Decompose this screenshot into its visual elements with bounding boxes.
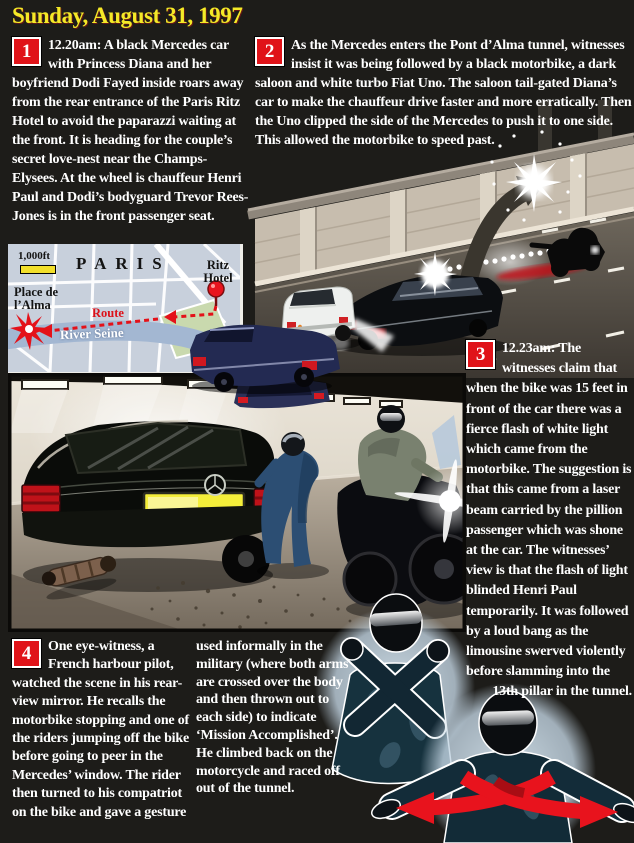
step-3-badge: 3 xyxy=(466,340,495,369)
map-alma-label: Place de l’Alma xyxy=(14,285,59,312)
mercedes-emblem-icon xyxy=(205,475,225,495)
step-2-text: As the Mercedes enters the Pont d’Alma tunnel, witnesses insist it was being followed by a black motorbike, a dark saloon and white turbo Fiat Uno. The saloon tail-gated Diana’s car to make the chauffeur drive faster and more erratically. Then the Uno clipped the side of the Mercedes to push it to one side. This allowed the motorbike to speed past. xyxy=(255,38,632,148)
step-4-badge: 4 xyxy=(12,639,41,668)
step-1-badge: 1 xyxy=(12,37,41,66)
step-4-block xyxy=(12,638,191,822)
dark-saloon-car xyxy=(182,322,352,398)
step-1-block xyxy=(12,36,250,226)
step-2-badge: 2 xyxy=(255,37,284,66)
map-city-label: PARIS xyxy=(76,254,171,273)
map-scale-label: 1,000ft xyxy=(18,250,51,262)
map-scale-bar xyxy=(20,265,56,274)
crashed-mercedes xyxy=(22,421,280,592)
step-2-block xyxy=(255,36,634,207)
continuation-column: used informally in the military (where both arms are crossed over the body and then thrown out to each side) to indicate ‘Mission Accomplished’. He climbed back on the motorcycle and raced off out of the tunnel. xyxy=(196,639,349,797)
step-3-block xyxy=(466,339,632,703)
map-route-label: Route xyxy=(92,306,124,320)
step-3-tail-text: 13th pillar in the tunnel. xyxy=(492,684,632,700)
step-4-text: One eye-witness, a French harbour pilot, watched the scene in his rear-view mirror. He recalls the motorbike stopping and one of the riders jumping off the bike before going to peer in the Mercedes’ window. The rider then turned to his compatriot on the bike and gave a gesture xyxy=(12,639,190,820)
map-river-label: River Seine xyxy=(59,324,124,343)
map-ritz-label: Ritz Hotel xyxy=(203,258,233,285)
step-1-text: 12.20am: A black Mercedes car with Princess Diana and her boyfriend Dodi Fayed inside roars away from the rear entrance of the Paris Ritz Hotel to avoid the paparazzi waiting at the front. It is heading for the couple’s secret love-nest near the Champs-Elysees. At the wheel is chauffeur Henri Paul and Dodi’s bodyguard Trevor Rees-Jones is in the front passenger seat. xyxy=(12,38,249,224)
page-title: Sunday, August 31, 1997 xyxy=(12,3,243,28)
step-3-text: 12.23am: The witnesses claim that when the bike was 15 feet in front of the car there was a fierce flash of white light which came from the motorbike. The suggestion is that this came from a laser beam carried by the pillion passenger which was shone at the car. The witnesses’ view is that the flash of light blinded Henri Paul temporarily. It was followed by a loud bang as the limousine swerved violently before slamming into the xyxy=(466,341,632,680)
